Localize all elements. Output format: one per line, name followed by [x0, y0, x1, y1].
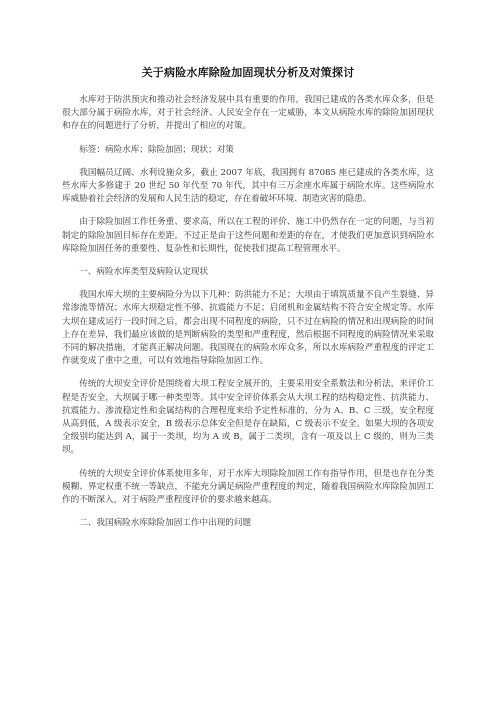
document-title: 关于病险水库除险加固现状分析及对策探讨	[141, 66, 355, 79]
section-1-heading: 一、病险水库类型及病险认定现状	[79, 267, 209, 278]
intro-paragraph-2: 由于除险加固工作任务重、要求高，所以在工程的评价、施工中仍然存在一定的问题，与当初制定的除险加固目标存在差距。不过正是由于这些问题和差距的存在，才使我们更加意识到病险水库除险加固任务的重要性、复杂性和长期性，促使我们提高工程管理水平。	[62, 217, 434, 254]
section-2-heading: 二、我国病险水库除险加固工作中出现的问题	[79, 518, 252, 529]
keywords-line: 标签：病险水库；除险加固；现状；对策	[79, 144, 234, 155]
section-1-paragraph-2: 传统的大坝安全评价是围绕着大坝工程安全展开的，主要采用安全系数法和分析法，来评价工程是否安全，大坝属于哪一种类型等。其中安全评价体系会从大坝工程的结构稳定性、抗洪能力、抗震能力、渗流稳定性和金属结构的合理程度来给予定性标准的，分为 A、B、C 三级，安全程度从高到低，A 级表示安全，B 级表示总体安全但是存在缺陷，C 级表示不安全。如果大坝的各项安全级别均能达到 A，属于一类坝，均为 A 或 B，属于二类坝，含有一项及以上 C 级的，则为三类坝。	[62, 379, 434, 456]
section-1-paragraph-3: 传统的大坝安全评价体系使用多年，对于水库大坝除险加固工作有指导作用，但是也存在分类模糊、界定权重不统一等缺点，不能充分满足病险严重程度的判定，随着我国病险水库除险加固工作的不断深入，对于病险严重程度评价的要求越来越高。	[62, 468, 434, 506]
section-1-paragraph-1: 我国水库大坝的主要病险分为以下几种：防洪能力不足；大坝由于填筑质量不良产生裂缝、异常渗流等情况；水库大坝稳定性不够、抗震能力不足；启闭机和金属结构不符合安全规定等。水库大坝在建成运行一段时间之后，都会出现不同程度的病险，只不过在病险的情况和出现病险的时间上存在差异，我们最应该做的是判断病险的类型和严重程度，然后根据不同程度的病险情况来采取不同的解决措施，才能真正解决问题。我国现在的病险水库众多，所以水库病险严重程度的评定工作就变成了重中之重，可以有效地指导除险加固工作。	[62, 290, 434, 367]
abstract-paragraph: 水库对于防洪预灾和推动社会经济发展中具有重要的作用，我国已建成的各类水库众多，但是很大部分属于病险水库，对于社会经济、人民安全存在一定威胁，本文从病险水库的除险加固现状和存在的问题进行了分析，并提出了相应的对策。	[62, 95, 434, 132]
intro-paragraph-1: 我国幅员辽阔、水利设施众多，截止 2007 年底，我国拥有 87085 座已建成的各类水库，这些水库大多修建于 20 世纪 50 年代至 70 年代，其中有三万余座水库属于病险水库。这些病险水库威胁着社会经济的发展和人民生活的稳定，存在着破坏环境、制造灾害的隐患。	[62, 167, 434, 205]
